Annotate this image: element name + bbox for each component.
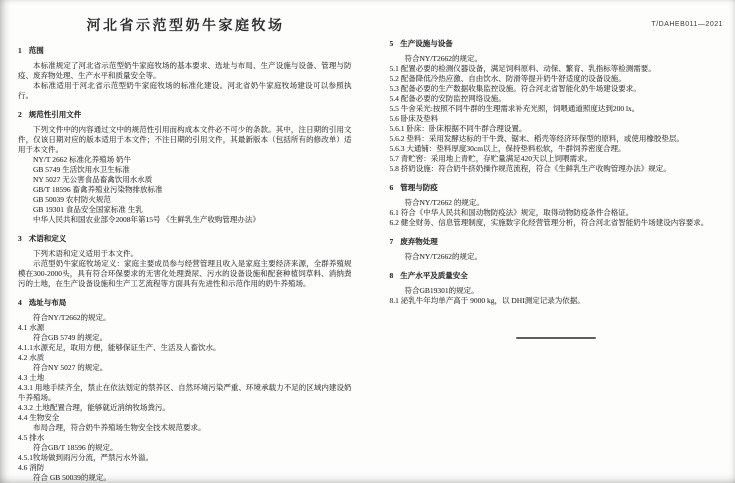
paragraph: 符合NY/T2662的规定。 xyxy=(404,252,482,261)
section-title: 废弃物处理 xyxy=(400,237,438,246)
paragraph: 6.1 符合《中华人民共和国动物防疫法》规定，取得动物防疫条件合格证。 xyxy=(389,208,634,217)
section-heading xyxy=(18,234,352,244)
paragraph: 符合GB/T 18596 的规定。 xyxy=(33,443,118,452)
paragraph: 4.4 生物安全 xyxy=(18,413,60,422)
paragraph: 符合NY/T2662的规定。 xyxy=(404,54,482,63)
paragraph: 5.6.3 大通铺：垫料厚度30cm以上，保持垫料松软，牛群饲养密度合理。 xyxy=(389,144,626,153)
reference-entry: GB 5749 生活饮用水卫生标准 xyxy=(33,165,130,174)
section-number: 8 xyxy=(389,271,394,280)
reference-entry: NY/T 2662 标准化养殖场 奶牛 xyxy=(33,155,131,164)
paragraph: 5.6.1 卧床：卧床根据不同牛群合理设置。 xyxy=(389,124,527,133)
end-of-text-rule xyxy=(516,337,596,339)
page-header xyxy=(18,12,723,38)
paragraph: 5.5 牛舍采光:按照不同牛群的生理需求补充光照，饲喂通道照度达到200 lx。 xyxy=(389,104,640,113)
reference-entry: GB 19301 食品安全国家标准 生乳 xyxy=(33,205,143,214)
section-number: 2 xyxy=(18,110,22,119)
two-column-body xyxy=(18,39,723,483)
paragraph: 4.3 土地 xyxy=(18,373,45,382)
right-sections xyxy=(390,39,724,306)
paragraph: 符合GB19301的规定。 xyxy=(404,286,479,295)
paragraph: 符合NY/T2662 的规定。 xyxy=(404,198,484,207)
paragraph: 8.1 泌乳牛年均单产高于 9000 kg，以 DHI测定记录为依据。 xyxy=(389,296,585,305)
paragraph: 符合NY 5027 的规定。 xyxy=(33,363,108,372)
section-number: 6 xyxy=(389,183,394,192)
paragraph: 4.3.2 土地配置合理，能够就近消纳牧场粪污。 xyxy=(18,403,170,412)
section-title: 生产设施与设备 xyxy=(400,39,453,48)
paragraph: 布局合理，符合奶牛养殖场生物安全技术规范要求。 xyxy=(33,423,206,432)
paragraph: 4.5.1牧场做到雨污分流，严禁污水外溢。 xyxy=(18,453,153,462)
section-number: 1 xyxy=(18,46,22,55)
paragraph: 5.8 挤奶设施：符合奶牛挤奶操作规范流程，符合《生鲜乳生产收购管理办法》规定。 xyxy=(389,164,671,173)
paragraph: 符合GB 5749 的规定。 xyxy=(33,333,108,342)
section-heading xyxy=(18,298,352,308)
paragraph: 6.2 健全财务、信息管理制度，实施数字化经营管理分析，符合河北省智能奶牛场建设内容要求。 xyxy=(389,218,709,227)
paragraph: 下列术语和定义适用于本文件。 xyxy=(33,249,138,258)
section-heading xyxy=(390,237,724,247)
section-heading xyxy=(18,46,352,56)
paragraph: 5.6 卧床及垫料 xyxy=(389,114,439,123)
section-title: 管理与防疫 xyxy=(400,183,438,192)
page-title: 河北省示范型奶牛家庭牧场 xyxy=(86,19,285,34)
paragraph: 5.1 配置必要的检测仪器设备，满足饲料原料、动保、繁育、乳指标等检测需要。 xyxy=(389,64,656,73)
section-title: 生产水平及质量安全 xyxy=(400,271,468,280)
paragraph: 4.2 水质 xyxy=(18,353,45,362)
reference-entry: GB/T 18596 畜禽养殖业污染物排放标准 xyxy=(33,185,163,194)
section-number: 3 xyxy=(18,234,22,243)
left-column xyxy=(18,46,352,483)
section-number: 4 xyxy=(18,298,22,307)
section-title: 规范性引用文件 xyxy=(28,110,82,119)
paragraph: 5.6.2 垫料：采用发酵达标的干牛粪、锯末、稻壳等经济环保型的原料，或使用橡胶垫层。 xyxy=(389,134,684,143)
section-title: 选址与布局 xyxy=(28,298,67,307)
right-column xyxy=(390,39,724,483)
reference-entry: 中华人民共和国农业部令2008年第15号 《生鲜乳生产收购管理办法》 xyxy=(33,215,260,224)
paragraph: 4.1.1水源充足，取用方便，能够保证生产、生活及人畜饮水。 xyxy=(18,343,221,352)
section-heading xyxy=(390,183,724,193)
paragraph: 5.3 配备必要的生产数据收集监控设施。符合河北省智能化奶牛场建设要求。 xyxy=(389,84,641,93)
section-heading xyxy=(18,110,352,120)
section-title: 术语和定义 xyxy=(28,234,67,243)
paragraph: 符合 GB 50039的规定。 xyxy=(33,473,111,482)
paragraph: 本标准规定了河北省示范型奶牛家庭牧场的基本要求、选址与布局、生产设施与设备、管理与防疫、废弃物处理、生产水平和质量安全等。 xyxy=(18,61,352,80)
paragraph: 4.1 水源 xyxy=(18,323,45,332)
section-number: 5 xyxy=(389,39,394,48)
standard-number: T/DAHEB011—2021 xyxy=(651,21,723,28)
paragraph: 示范型奶牛家庭牧场定义：家庭主要成员参与经营管理且收入是家庭主要经济来源，全群养殖规模在300-2000头，具有符合环保要求的无害化处理粪尿、污水的设备设施和配套种植饲草料、消纳粪污的土地，在生产设备设施和生产工艺流程等方面具有先进性和示范作用的奶牛养殖场。 xyxy=(18,259,352,288)
section-number: 7 xyxy=(389,237,394,246)
paragraph: 5.7 青贮窖：采用地上青贮，存贮量满足420天以上饲喂需求。 xyxy=(389,154,592,163)
reference-entry: NY 5027 无公害食品畜禽饮用水水质 xyxy=(33,175,153,184)
paragraph: 4.6 消防 xyxy=(18,463,45,472)
reference-entry: GB 50039 农村防火规范 xyxy=(33,195,111,204)
paragraph: 4.3.1 用地手续齐全，禁止在依法划定的禁养区、自然环境污染严重、环境承载力不足的区域内建设奶牛养殖场。 xyxy=(18,383,352,402)
paragraph: 符合NY/T2662的规定。 xyxy=(33,313,111,322)
left-sections xyxy=(18,46,352,483)
paragraph: 5.2 配备降低冷热应激、自由饮水、防滑等提升奶牛舒适度的设备设施。 xyxy=(389,74,626,83)
paragraph: 本标准适用于河北省示范型奶牛家庭牧场的标准化建设。河北省奶牛家庭牧场建设可以参照执行。 xyxy=(18,81,352,100)
paragraph: 5.4 配备必要的安防监控网络设施。 xyxy=(389,94,506,103)
section-heading xyxy=(390,271,724,281)
section-heading xyxy=(390,39,724,49)
section-title: 范围 xyxy=(28,46,44,55)
paragraph: 下列文件中的内容通过文中的规范性引用而构成本文件必不可少的条款。其中，注日期的引用文件，仅该日期对应的版本适用于本文件；不注日期的引用文件，其最新版本（包括所有的修改单）适用于本文件。 xyxy=(18,125,352,154)
paragraph: 4.5 排水 xyxy=(18,433,45,442)
